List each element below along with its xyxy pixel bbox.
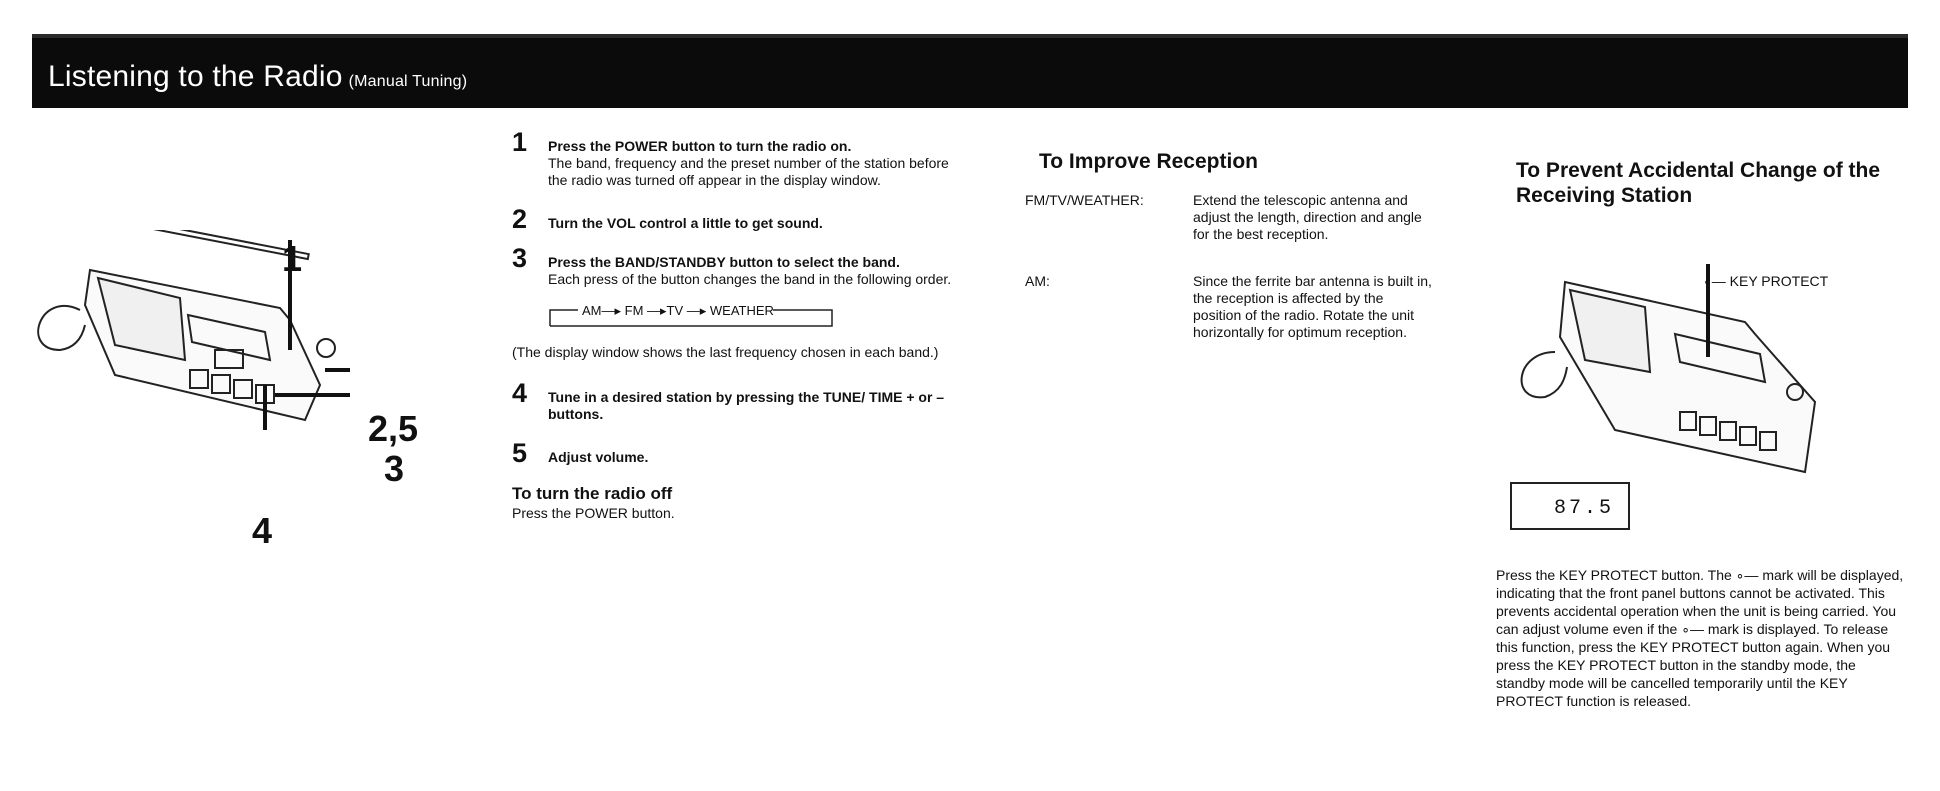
step-number: 3 — [512, 243, 528, 273]
display-value: 87.5 — [1554, 497, 1615, 520]
step-3 — [512, 243, 952, 361]
reception-text: Since the ferrite bar antenna is built in, the reception is affected by the position of the radio. Rotate the unit horizontally for optimum reception. — [1193, 273, 1432, 340]
radio-protect-illustration — [1505, 262, 1825, 482]
step-heading: Press the POWER button to turn the radio on. — [548, 138, 852, 154]
reception-label: AM: — [1025, 273, 1050, 289]
page-title — [48, 60, 467, 94]
step-heading: Adjust volume. — [548, 449, 649, 465]
header-banner — [32, 34, 1908, 108]
page-subtitle: (Manual Tuning) — [348, 73, 468, 90]
step-body: The band, frequency and the preset number of the station before the radio was turned off appear in the display window. — [548, 155, 949, 188]
steps-list — [512, 127, 952, 522]
step-5 — [512, 438, 952, 468]
turn-off-heading: To turn the radio off — [512, 484, 673, 503]
step-number: 2 — [512, 204, 528, 234]
band-note: (The display window shows the last frequency chosen in each band.) — [512, 344, 939, 360]
protect-title: To Prevent Accidental Change of the Receiving Station — [1516, 159, 1881, 207]
reception-title: To Improve Reception — [1039, 150, 1258, 173]
step-4 — [512, 378, 952, 423]
reception-row-am — [1025, 273, 1445, 341]
callout-2-5: 2,5 — [368, 408, 419, 449]
step-1 — [512, 127, 952, 189]
callout-4: 4 — [252, 510, 273, 551]
reception-row-fm — [1025, 192, 1445, 243]
step-heading: Tune in a desired station by pressing the TUNE/ TIME + or – buttons. — [548, 389, 945, 422]
key-protect-label: ∘— KEY PROTECT — [1703, 273, 1829, 289]
callout-1: 1 — [282, 238, 303, 279]
band-order-text: AM—▸ FM —▸TV —▸ WEATHER — [582, 303, 774, 318]
step-number: 1 — [512, 127, 528, 157]
step-heading: Turn the VOL control a little to get sound. — [548, 215, 823, 231]
reception-label: FM/TV/WEATHER: — [1025, 192, 1144, 208]
protect-description: Press the KEY PROTECT button. The ∘— mark will be displayed, indicating that the front panel buttons cannot be activated. This prevents accidental operation when the unit is being carried. You can adjust volume even if the ∘— mark is displayed. To release this function, press the KEY PROTECT button again. When you press the KEY PROTECT button in the standby mode, the standby mode will be cancelled temporarily until the KEY PROTECT function is released. — [1496, 567, 1904, 709]
step-heading: Press the BAND/STANDBY button to select the band. — [548, 254, 900, 270]
reception-section — [1025, 150, 1445, 371]
display-window — [1510, 482, 1630, 530]
reception-text: Extend the telescopic antenna and adjust the length, direction and angle for the best reception. — [1193, 192, 1422, 242]
step-body: Each press of the button changes the band in the following order. — [548, 271, 952, 287]
band-order-diagram — [548, 300, 838, 330]
step-number: 4 — [512, 378, 528, 408]
page-title-text: Listening to the Radio — [48, 60, 343, 93]
step-2 — [512, 204, 952, 234]
callout-3: 3 — [384, 448, 405, 489]
step-number: 5 — [512, 438, 528, 468]
turn-off-body: Press the POWER button. — [512, 505, 675, 521]
